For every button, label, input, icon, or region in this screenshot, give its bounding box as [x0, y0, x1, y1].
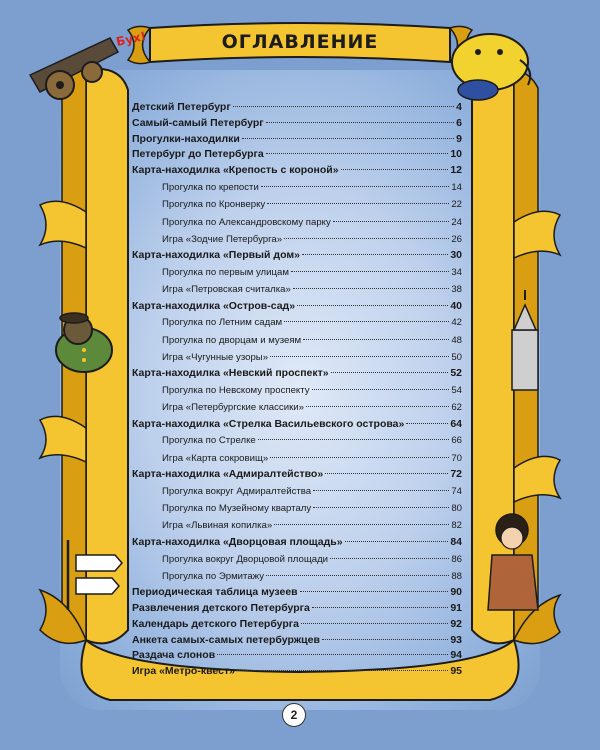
toc-entry-page: 42 — [451, 317, 462, 329]
toc-leader-dots — [217, 654, 448, 655]
toc-entry-page: 30 — [450, 249, 462, 262]
toc-entry-page: 12 — [450, 164, 462, 177]
toc-leader-dots — [233, 106, 454, 107]
toc-leader-dots — [331, 372, 449, 373]
toc-entry[interactable] — [132, 633, 462, 649]
toc-subentry[interactable] — [132, 214, 462, 231]
toc-entry-page: 80 — [451, 503, 462, 515]
toc-entry-label: Прогулка по первым улицам — [162, 266, 289, 278]
toc-entry-label: Самый-самый Петербург — [132, 116, 264, 129]
toc-leader-dots — [325, 473, 448, 474]
toc-entry[interactable] — [132, 585, 462, 601]
toc-entry-label: Игра «Львиная копилка» — [162, 520, 273, 532]
toc-entry-page: 91 — [450, 601, 462, 614]
toc-entry-label: Прогулка по дворцам и музеям — [162, 334, 302, 346]
toc-leader-dots — [322, 639, 448, 640]
toc-entry-label: Игра «Петровская считалка» — [162, 284, 291, 296]
toc-entry-page: 66 — [451, 435, 462, 447]
toc-leader-dots — [274, 524, 449, 525]
toc-entry-label: Игра «Метро-квест» — [132, 665, 235, 678]
toc-entry-label: Игра «Петербургские классики» — [162, 402, 304, 414]
toc-leader-dots — [266, 122, 455, 123]
toc-subentry[interactable] — [132, 281, 462, 298]
toc-entry[interactable] — [132, 648, 462, 664]
toc-entry-page: 10 — [450, 148, 462, 161]
toc-entry-label: Анкета самых-самых петербуржцев — [132, 633, 320, 646]
toc-leader-dots — [284, 238, 449, 239]
table-of-contents — [132, 100, 462, 680]
toc-subentry[interactable] — [132, 500, 462, 517]
toc-entry-page: 88 — [451, 570, 462, 582]
toc-entry[interactable] — [132, 467, 462, 483]
toc-leader-dots — [258, 439, 450, 440]
toc-entry-label: Прогулка по Невскому проспекту — [162, 385, 310, 397]
cannon-sound-label: Бух! — [114, 29, 148, 49]
toc-entry-label: Карта-находилка «Стрелка Васильевского острова» — [132, 417, 405, 430]
toc-entry-page: 38 — [451, 284, 462, 296]
toc-entry[interactable] — [132, 163, 462, 179]
toc-entry-label: Детский Петербург — [132, 101, 231, 113]
toc-entry-label: Карта-находилка «Дворцовая площадь» — [132, 535, 343, 548]
toc-entry-page: 90 — [450, 586, 462, 599]
toc-entry-label: Игра «Чугунные узоры» — [162, 351, 269, 363]
toc-leader-dots — [313, 490, 449, 491]
toc-entry[interactable] — [132, 664, 462, 680]
toc-leader-dots — [312, 389, 450, 390]
toc-leader-dots — [293, 288, 450, 289]
toc-leader-dots — [303, 339, 449, 340]
toc-leader-dots — [345, 541, 449, 542]
toc-leader-dots — [267, 203, 449, 204]
toc-entry-page: 86 — [451, 553, 462, 565]
toc-subentry[interactable] — [132, 314, 462, 331]
toc-entry-page: 52 — [450, 367, 462, 380]
toc-subentry[interactable] — [132, 483, 462, 500]
toc-subentry[interactable] — [132, 551, 462, 568]
toc-leader-dots — [284, 321, 449, 322]
toc-subentry[interactable] — [132, 332, 462, 349]
toc-entry[interactable] — [132, 248, 462, 264]
toc-leader-dots — [300, 591, 449, 592]
toc-leader-dots — [302, 254, 448, 255]
page-title: ОГЛАВЛЕНИЕ — [221, 31, 379, 53]
toc-entry-label: Прогулки-находилки — [132, 132, 240, 145]
toc-entry[interactable] — [132, 116, 462, 132]
toc-leader-dots — [291, 271, 449, 272]
toc-leader-dots — [330, 558, 449, 559]
toc-subentry[interactable] — [132, 264, 462, 281]
toc-entry-page: 64 — [450, 417, 462, 430]
page-number: 2 — [282, 703, 306, 727]
toc-entry-page: 9 — [456, 132, 462, 145]
toc-entry-page: 74 — [451, 485, 462, 497]
toc-leader-dots — [266, 153, 449, 154]
toc-entry-page: 34 — [451, 266, 462, 278]
toc-leader-dots — [406, 423, 448, 424]
toc-leader-dots — [261, 186, 450, 187]
toc-leader-dots — [297, 305, 448, 306]
toc-entry-page: 94 — [450, 649, 462, 662]
toc-entry-page: 40 — [450, 299, 462, 312]
toc-entry[interactable] — [132, 132, 462, 148]
toc-leader-dots — [266, 575, 449, 576]
toc-entry-label: Карта-находилка «Адмиралтейство» — [132, 468, 324, 481]
toc-entry-label: Раздача слонов — [132, 649, 216, 662]
toc-entry[interactable] — [132, 299, 462, 315]
toc-subentry[interactable] — [132, 432, 462, 449]
toc-leader-dots — [313, 507, 449, 508]
toc-entry-page: 22 — [451, 199, 462, 211]
toc-entry-label: Развлечения детского Петербурга — [132, 601, 310, 614]
toc-entry-page: 70 — [451, 452, 462, 464]
toc-entry[interactable] — [132, 617, 462, 633]
toc-entry[interactable] — [132, 100, 462, 116]
toc-entry[interactable] — [132, 366, 462, 382]
toc-entry-label: Прогулка по Стрелке — [162, 435, 256, 447]
toc-subentry[interactable] — [132, 568, 462, 585]
toc-entry-page: 4 — [456, 101, 462, 113]
toc-entry-page: 50 — [451, 351, 462, 363]
toc-subentry[interactable] — [132, 450, 462, 467]
toc-entry-label: Петербург до Петербурга — [132, 148, 264, 161]
toc-entry-label: Прогулка по Эрмитажу — [162, 570, 264, 582]
toc-entry-label: Карта-находилка «Крепость с короной» — [132, 164, 339, 177]
toc-leader-dots — [312, 607, 448, 608]
toc-entry-label: Карта-находилка «Остров-сад» — [132, 299, 296, 312]
toc-entry-page: 62 — [451, 402, 462, 414]
toc-entry-page: 92 — [450, 617, 462, 630]
toc-entry-label: Игра «Карта сокровищ» — [162, 452, 269, 464]
toc-leader-dots — [341, 169, 449, 170]
toc-entry[interactable] — [132, 147, 462, 163]
toc-entry-page: 95 — [450, 665, 462, 678]
toc-entry-page: 54 — [451, 385, 462, 397]
toc-entry-page: 82 — [451, 520, 462, 532]
toc-leader-dots — [301, 623, 448, 624]
toc-subentry[interactable] — [132, 231, 462, 248]
toc-entry-label: Карта-находилка «Первый дом» — [132, 249, 300, 262]
toc-entry-label: Прогулка по крепости — [162, 181, 259, 193]
toc-subentry[interactable] — [132, 399, 462, 416]
toc-leader-dots — [270, 356, 449, 357]
toc-subentry[interactable] — [132, 349, 462, 366]
toc-entry-page: 6 — [456, 116, 462, 129]
toc-entry-label: Прогулка по Александровскому парку — [162, 216, 331, 228]
toc-leader-dots — [237, 670, 448, 671]
toc-entry-label: Игра «Зодчие Петербурга» — [162, 233, 283, 245]
toc-leader-dots — [242, 138, 454, 139]
toc-entry-label: Прогулка вокруг Дворцовой площади — [162, 553, 329, 565]
toc-leader-dots — [270, 457, 449, 458]
toc-entry-page: 48 — [451, 334, 462, 346]
toc-entry-label: Карта-находилка «Невский проспект» — [132, 367, 329, 380]
toc-entry-label: Прогулка по Кронверку — [162, 199, 266, 211]
toc-entry-label: Периодическая таблица музеев — [132, 586, 298, 599]
toc-entry-page: 26 — [451, 233, 462, 245]
toc-entry[interactable] — [132, 601, 462, 617]
toc-entry-page: 14 — [451, 181, 462, 193]
toc-entry-label: Календарь детского Петербурга — [132, 617, 300, 630]
toc-subentry[interactable] — [132, 196, 462, 213]
toc-entry-label: Прогулка по Музейному кварталу — [162, 503, 312, 515]
toc-leader-dots — [306, 406, 449, 407]
toc-subentry[interactable] — [132, 517, 462, 534]
toc-subentry[interactable] — [132, 179, 462, 196]
toc-entry-page: 72 — [450, 468, 462, 481]
toc-entry-page: 24 — [451, 216, 462, 228]
toc-entry-page: 93 — [450, 633, 462, 646]
toc-entry-label: Прогулка вокруг Адмиралтейства — [162, 485, 312, 497]
toc-entry[interactable] — [132, 417, 462, 433]
toc-entry-label: Прогулка по Летним садам — [162, 317, 283, 329]
toc-entry-page: 84 — [450, 535, 462, 548]
toc-entry[interactable] — [132, 535, 462, 551]
toc-leader-dots — [333, 221, 450, 222]
toc-subentry[interactable] — [132, 382, 462, 399]
